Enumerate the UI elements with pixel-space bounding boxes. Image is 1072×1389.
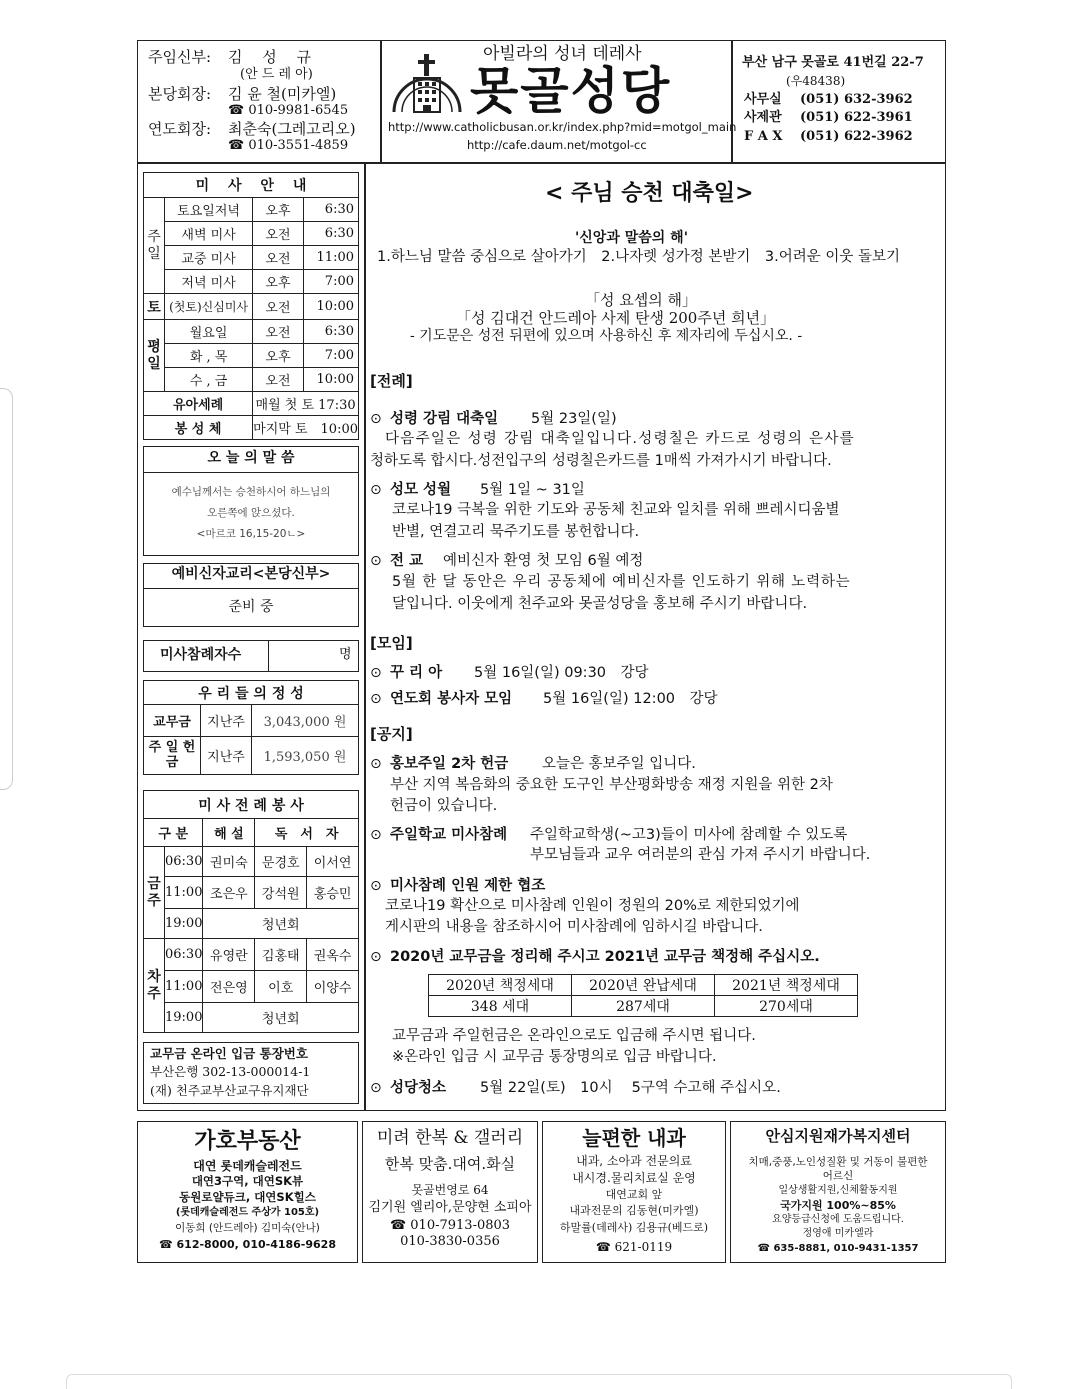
ad4-line: 정영애 미카엘라 (802, 1228, 874, 1239)
liturgy1-date: 5월 23일(일) (531, 411, 617, 427)
mass-name: (첫토)신심미사 (165, 294, 253, 320)
ad1-line: (롯데캐슬레전드 주상가 105호) (175, 1207, 320, 1218)
service-header-reader: 독 서 자 (255, 819, 359, 847)
liturgy1-body2: 청하도록 합시다.성전입구의 성령칠은카드를 1매씩 가져가시기 바랍니다. (370, 453, 832, 469)
service-person: 이호 (255, 971, 307, 1003)
service-title: 미 사 전 례 봉 사 (144, 791, 359, 819)
office-label: 사무실 (744, 92, 782, 107)
elder-name: 최춘숙(그레고리오) (228, 120, 356, 138)
this-week-label: 금주 (144, 847, 165, 939)
attendance-unit: 명 (339, 647, 352, 662)
target-icon: ⊙ (370, 411, 382, 427)
council-phone: ☎ 010-9981-6545 (228, 103, 349, 118)
ad2-phone: 010-3830-0356 (400, 1234, 500, 1249)
service-time: 06:30 (165, 847, 203, 877)
target-icon: ⊙ (370, 691, 382, 707)
mass-ampm: 오전 (253, 294, 304, 320)
body-column-divider (364, 163, 366, 1111)
ad1-line: 이동희 (안드레아) 김미숙(안나) (175, 1222, 320, 1234)
service-time: 11:00 (165, 971, 203, 1003)
offering-period-sunday: 지난주 (201, 737, 252, 775)
notice2-body2: 부모님들과 교우 여러분의 관심 가져 주시기 바랍니다. (530, 847, 871, 863)
ad4-line: 요양등급신청에 도움드립니다. (772, 1214, 904, 1225)
mass-time: 6:30 (303, 198, 358, 222)
notice5-head: 성당청소 (390, 1080, 447, 1096)
notice4-head: 2020년 교무금을 정리해 주시고 2021년 교무금 책정해 주십시오. (390, 949, 820, 965)
elder-label: 연도회장: (148, 120, 212, 138)
mass-ampm: 오전 (253, 246, 304, 270)
mass-time: 6:30 (303, 222, 358, 246)
service-person: 권옥수 (307, 939, 359, 971)
today-word-title: 오 늘 의 말 씀 (207, 450, 295, 466)
postal-code: (우48438) (786, 74, 846, 88)
target-icon: ⊙ (370, 665, 382, 681)
rectory-phone: (051) 622-3961 (800, 110, 913, 125)
today-word-line2: 오른쪽에 앉으셨다. (207, 507, 295, 519)
liturgy1-head: 성령 강림 대축일 (390, 411, 499, 427)
service-person: 문경호 (255, 847, 307, 877)
ad3-phone: ☎ 621-0119 (595, 1240, 673, 1254)
ad3-line: 내과, 소아과 전문의료 (576, 1154, 692, 1168)
ad4-line: 국가지원 100%~85% (780, 1199, 896, 1212)
saturday-label: 토 (144, 294, 165, 320)
mass-ampm: 오후 (253, 270, 304, 294)
target-icon: ⊙ (370, 482, 382, 498)
service-header-comm: 해 설 (203, 819, 255, 847)
council-label: 본당회장: (148, 85, 212, 103)
service-person: 강석원 (255, 877, 307, 909)
mass-schedule-table (143, 172, 359, 440)
feast-title: < 주님 승천 대축일> (545, 181, 754, 206)
mass-name: 새벽 미사 (165, 222, 253, 246)
target-icon: ⊙ (370, 827, 382, 843)
ad3-line: 내과전문의 김동현(미카엘) (569, 1204, 699, 1217)
ad3-title: 늘편한 내과 (582, 1126, 686, 1150)
cafe-url[interactable]: http://cafe.daum.net/motgol-cc (467, 138, 647, 152)
communion-label: 봉 성 체 (144, 416, 253, 440)
infant-baptism-time: 매월 첫 토 17:30 (253, 392, 359, 416)
fax-phone: (051) 622-3962 (800, 129, 913, 144)
service-time: 11:00 (165, 877, 203, 909)
mass-name: 저녁 미사 (165, 270, 253, 294)
bottom-sheet-handle[interactable] (66, 1374, 1012, 1389)
mass-name: 교중 미사 (165, 246, 253, 270)
service-time: 19:00 (165, 1003, 203, 1033)
dues-value-2021-assessed: 270세대 (715, 996, 858, 1017)
pastoral-goals: 1.하느님 말씀 중심으로 살아가기 2.나자렛 성가정 본받기 3.어려운 이웃 돌보기 (377, 249, 900, 265)
notice1-body2: 헌금이 있습니다. (390, 798, 498, 814)
service-person: 조은우 (203, 877, 255, 909)
today-word-ref: <마르코 16,15-20ㄴ> (196, 528, 306, 540)
meeting2-body: 5월 16일(일) 12:00 강당 (543, 691, 718, 707)
bank-holder: (재) 천주교부산교구유지재단 (150, 1083, 309, 1098)
mass-time: 7:00 (303, 344, 358, 368)
year-theme: '신앙과 말씀의 해' (575, 230, 688, 246)
ad2-line: 못골번영로 64 (411, 1183, 489, 1197)
service-time: 19:00 (165, 909, 203, 939)
year-joseph: 「성 요셉의 해」 (585, 291, 697, 309)
today-word-line1: 예수님께서는 승천하시어 하느님의 (171, 486, 331, 498)
prayer-note: - 기도문은 성전 뒤편에 있으며 사용하신 후 제자리에 두십시오. - (410, 328, 803, 344)
mass-name: 토요일저녁 (165, 198, 253, 222)
service-person: 이서연 (307, 847, 359, 877)
liturgy3-head: 전 교 (390, 553, 424, 569)
notice3-body2: 게시판의 내용을 참조하시어 미사참례에 임하시길 바랍니다. (385, 919, 763, 935)
target-icon: ⊙ (370, 878, 382, 894)
offering-title: 우 리 들 의 정 성 (144, 681, 359, 705)
catechumen-divider (143, 588, 359, 589)
mass-time: 10:00 (303, 368, 358, 392)
dues-header-2020-paid: 2020년 완납세대 (572, 975, 715, 996)
offering-value-sunday: 1,593,050 원 (252, 737, 359, 775)
service-person: 유영란 (203, 939, 255, 971)
notice5-body: 5월 22일(토) 10시 5구역 수고해 주십시오. (480, 1080, 781, 1096)
offering-label-sunday: 주 일 헌 금 (144, 737, 201, 775)
mass-ampm: 오전 (253, 368, 304, 392)
mass-name: 수 , 금 (165, 368, 253, 392)
dues-header-2021-assessed: 2021년 책정세대 (715, 975, 858, 996)
attendance-label: 미사참례자수 (160, 647, 242, 663)
section-notice: [공지] (370, 725, 413, 743)
year-andrew: 「성 김대건 안드레아 사제 탄생 200주년 희년」 (456, 309, 776, 327)
header-divider-left (380, 40, 382, 163)
offering-value-dues: 3,043,000 원 (252, 705, 359, 737)
pastor-name: 김 성 규 (228, 48, 312, 66)
dues-summary-table (428, 974, 858, 1017)
mass-ampm: 오전 (253, 320, 304, 344)
mass-time: 6:30 (303, 320, 358, 344)
ad4-phone: ☎ 635-8881, 010-9431-1357 (757, 1243, 919, 1254)
section-liturgy: [전례] (370, 372, 413, 390)
target-icon: ⊙ (370, 756, 382, 772)
today-word-divider (143, 472, 359, 473)
attendance-divider (268, 640, 269, 672)
mass-ampm: 오후 (253, 198, 304, 222)
church-address: 부산 남구 못골로 41번길 22-7 (742, 55, 924, 70)
notice3-head: 미사참례 인원 제한 협조 (390, 878, 546, 894)
offering-table (143, 680, 359, 775)
ad2-phone: ☎ 010-7913-0803 (389, 1218, 511, 1233)
target-icon: ⊙ (370, 1080, 382, 1096)
ad4-line: 치매,중풍,노인성질환 및 거동이 불편한 (748, 1156, 928, 1168)
service-person: 이양수 (307, 971, 359, 1003)
mass-ampm: 오전 (253, 222, 304, 246)
sunday-label: 주일 (144, 198, 165, 294)
service-person: 전은영 (203, 971, 255, 1003)
ad1-line: 대연 롯데캐슬레전드 (193, 1159, 302, 1173)
communion-time: 마지막 토 10:00 (253, 416, 359, 440)
ad2-title: 미려 한복 & 갤러리 (376, 1128, 524, 1148)
ad1-line: 대연3구역, 대연SK뷰 (191, 1174, 304, 1188)
fax-label: F A X (744, 129, 783, 144)
ad3-line: 내시경.물리치료실 운영 (572, 1171, 696, 1185)
bank-title: 교무금 온라인 입금 통장번호 (150, 1046, 308, 1061)
infant-baptism-label: 유아세례 (144, 392, 253, 416)
mass-name: 화 , 목 (165, 344, 253, 368)
mass-time: 10:00 (303, 294, 358, 320)
ad2-line: 한복 맞춤.대여.화실 (384, 1155, 516, 1173)
ad1-line: 동원로얄듀크, 대연SK힐스 (179, 1190, 316, 1204)
meeting1-body: 5월 16일(일) 09:30 강당 (474, 665, 649, 681)
catechumen-status: 준비 중 (228, 599, 274, 615)
ad1-phone: ☎ 612-8000, 010-4186-9628 (158, 1238, 336, 1251)
church-name: 못골성당 (470, 62, 672, 120)
ad4-title: 안심지원재가복지센터 (765, 1127, 911, 1145)
service-header-div: 구 분 (144, 819, 203, 847)
service-person: 권미숙 (203, 847, 255, 877)
catechumen-title: 예비신자교리<본당신부> (171, 566, 331, 582)
liturgy2-body2: 반별, 연결고리 묵주기도를 봉헌합니다. (392, 524, 640, 540)
notice1-head: 홍보주일 2차 헌금 (390, 756, 509, 772)
service-group: 청년회 (203, 1003, 359, 1033)
church-subtitle: 아빌라의 성녀 데레사 (483, 44, 642, 64)
liturgy1-body1: 다음주일은 성령 강림 대축일입니다.성령칠은 카드로 성령의 은사를 (385, 431, 855, 447)
ad3-line: 하말률(데레사) 김용규(베드로) (559, 1221, 709, 1234)
service-person: 김홍태 (255, 939, 307, 971)
offering-period-dues: 지난주 (201, 705, 252, 737)
office-phone: (051) 632-3962 (800, 92, 913, 107)
ad4-line: 일상생활지원,신체활동지원 (778, 1185, 898, 1196)
mass-time: 7:00 (303, 270, 358, 294)
dues-header-2020-assessed: 2020년 책정세대 (429, 975, 572, 996)
ad2-line: 김기원 엘리아,문양현 소피아 (368, 1200, 532, 1215)
notice4-body1: 교무금과 주일헌금은 온라인으로도 입금해 주시면 됩니다. (392, 1028, 756, 1044)
offering-label-dues: 교무금 (144, 705, 201, 737)
liturgy2-date: 5월 1일 ~ 31일 (480, 482, 585, 498)
header-divider-right (731, 40, 733, 163)
mass-title: 미 사 안 내 (144, 173, 359, 198)
rectory-label: 사제관 (744, 110, 782, 125)
side-pull-tab[interactable] (0, 388, 13, 790)
liturgy3-date: 예비신자 환영 첫 모임 6월 예정 (443, 553, 644, 569)
service-time: 06:30 (165, 939, 203, 971)
meeting1-head: 꾸 리 아 (390, 665, 443, 681)
ad4-line: 어르신 (822, 1170, 854, 1182)
service-group: 청년회 (203, 909, 359, 939)
notice2-head: 주일학교 미사참례 (390, 827, 508, 843)
liturgy3-body1: 5월 한 달 동안은 우리 공동체에 예비신자를 인도하기 위해 노력하는 (392, 574, 851, 590)
dues-value-2020-paid: 287세대 (572, 996, 715, 1017)
dues-value-2020-assessed: 348 세대 (429, 996, 572, 1017)
notice1-lead: 오늘은 홍보주일 입니다. (542, 756, 696, 772)
bank-account: 부산은행 302-13-000014-1 (150, 1064, 311, 1079)
ad1-title: 가호부동산 (194, 1129, 301, 1154)
liturgy2-body1: 코로나19 극복을 위한 기도와 공동체 친교와 일치를 위해 쁘레시디움별 (392, 502, 840, 518)
homepage-url[interactable]: http://www.catholicbusan.or.kr/index.php?mid=motgol_main (388, 120, 737, 134)
elder-phone: ☎ 010-3551-4859 (228, 138, 349, 153)
liturgy3-body2: 달입니다. 이웃에게 천주교와 못골성당을 홍보해 주시기 바랍니다. (392, 596, 808, 612)
section-meeting: [모임] (370, 634, 413, 652)
church-logo-icon (390, 52, 464, 116)
pastor-label: 주임신부: (148, 48, 212, 66)
target-icon: ⊙ (370, 553, 382, 569)
mass-name: 월요일 (165, 320, 253, 344)
target-icon: ⊙ (370, 949, 382, 965)
notice1-body1: 부산 지역 복음화의 중요한 도구인 부산평화방송 재정 지원을 위한 2차 (390, 777, 833, 793)
service-person: 홍승민 (307, 877, 359, 909)
meeting2-head: 연도회 봉사자 모임 (390, 691, 513, 707)
next-week-label: 차주 (144, 939, 165, 1033)
weekday-label: 평일 (144, 320, 165, 392)
notice2-body1: 주일학교학생(~고3)들이 미사에 참례할 수 있도록 (530, 827, 848, 843)
pastor-baptism: (안 드 레 아) (240, 67, 313, 82)
liturgy2-head: 성모 성월 (390, 482, 452, 498)
mass-time: 11:00 (303, 246, 358, 270)
council-name: 김 윤 철(미카엘) (228, 85, 337, 103)
notice3-body1: 코로나19 확산으로 미사참례 인원이 정원의 20%로 제한되었기에 (385, 898, 800, 914)
notice4-body2: ※온라인 입금 시 교무금 통장명의로 입금 바랍니다. (392, 1049, 717, 1065)
mass-ampm: 오후 (253, 344, 304, 368)
ad3-line: 대연교회 앞 (605, 1188, 663, 1201)
service-table (143, 790, 359, 1033)
